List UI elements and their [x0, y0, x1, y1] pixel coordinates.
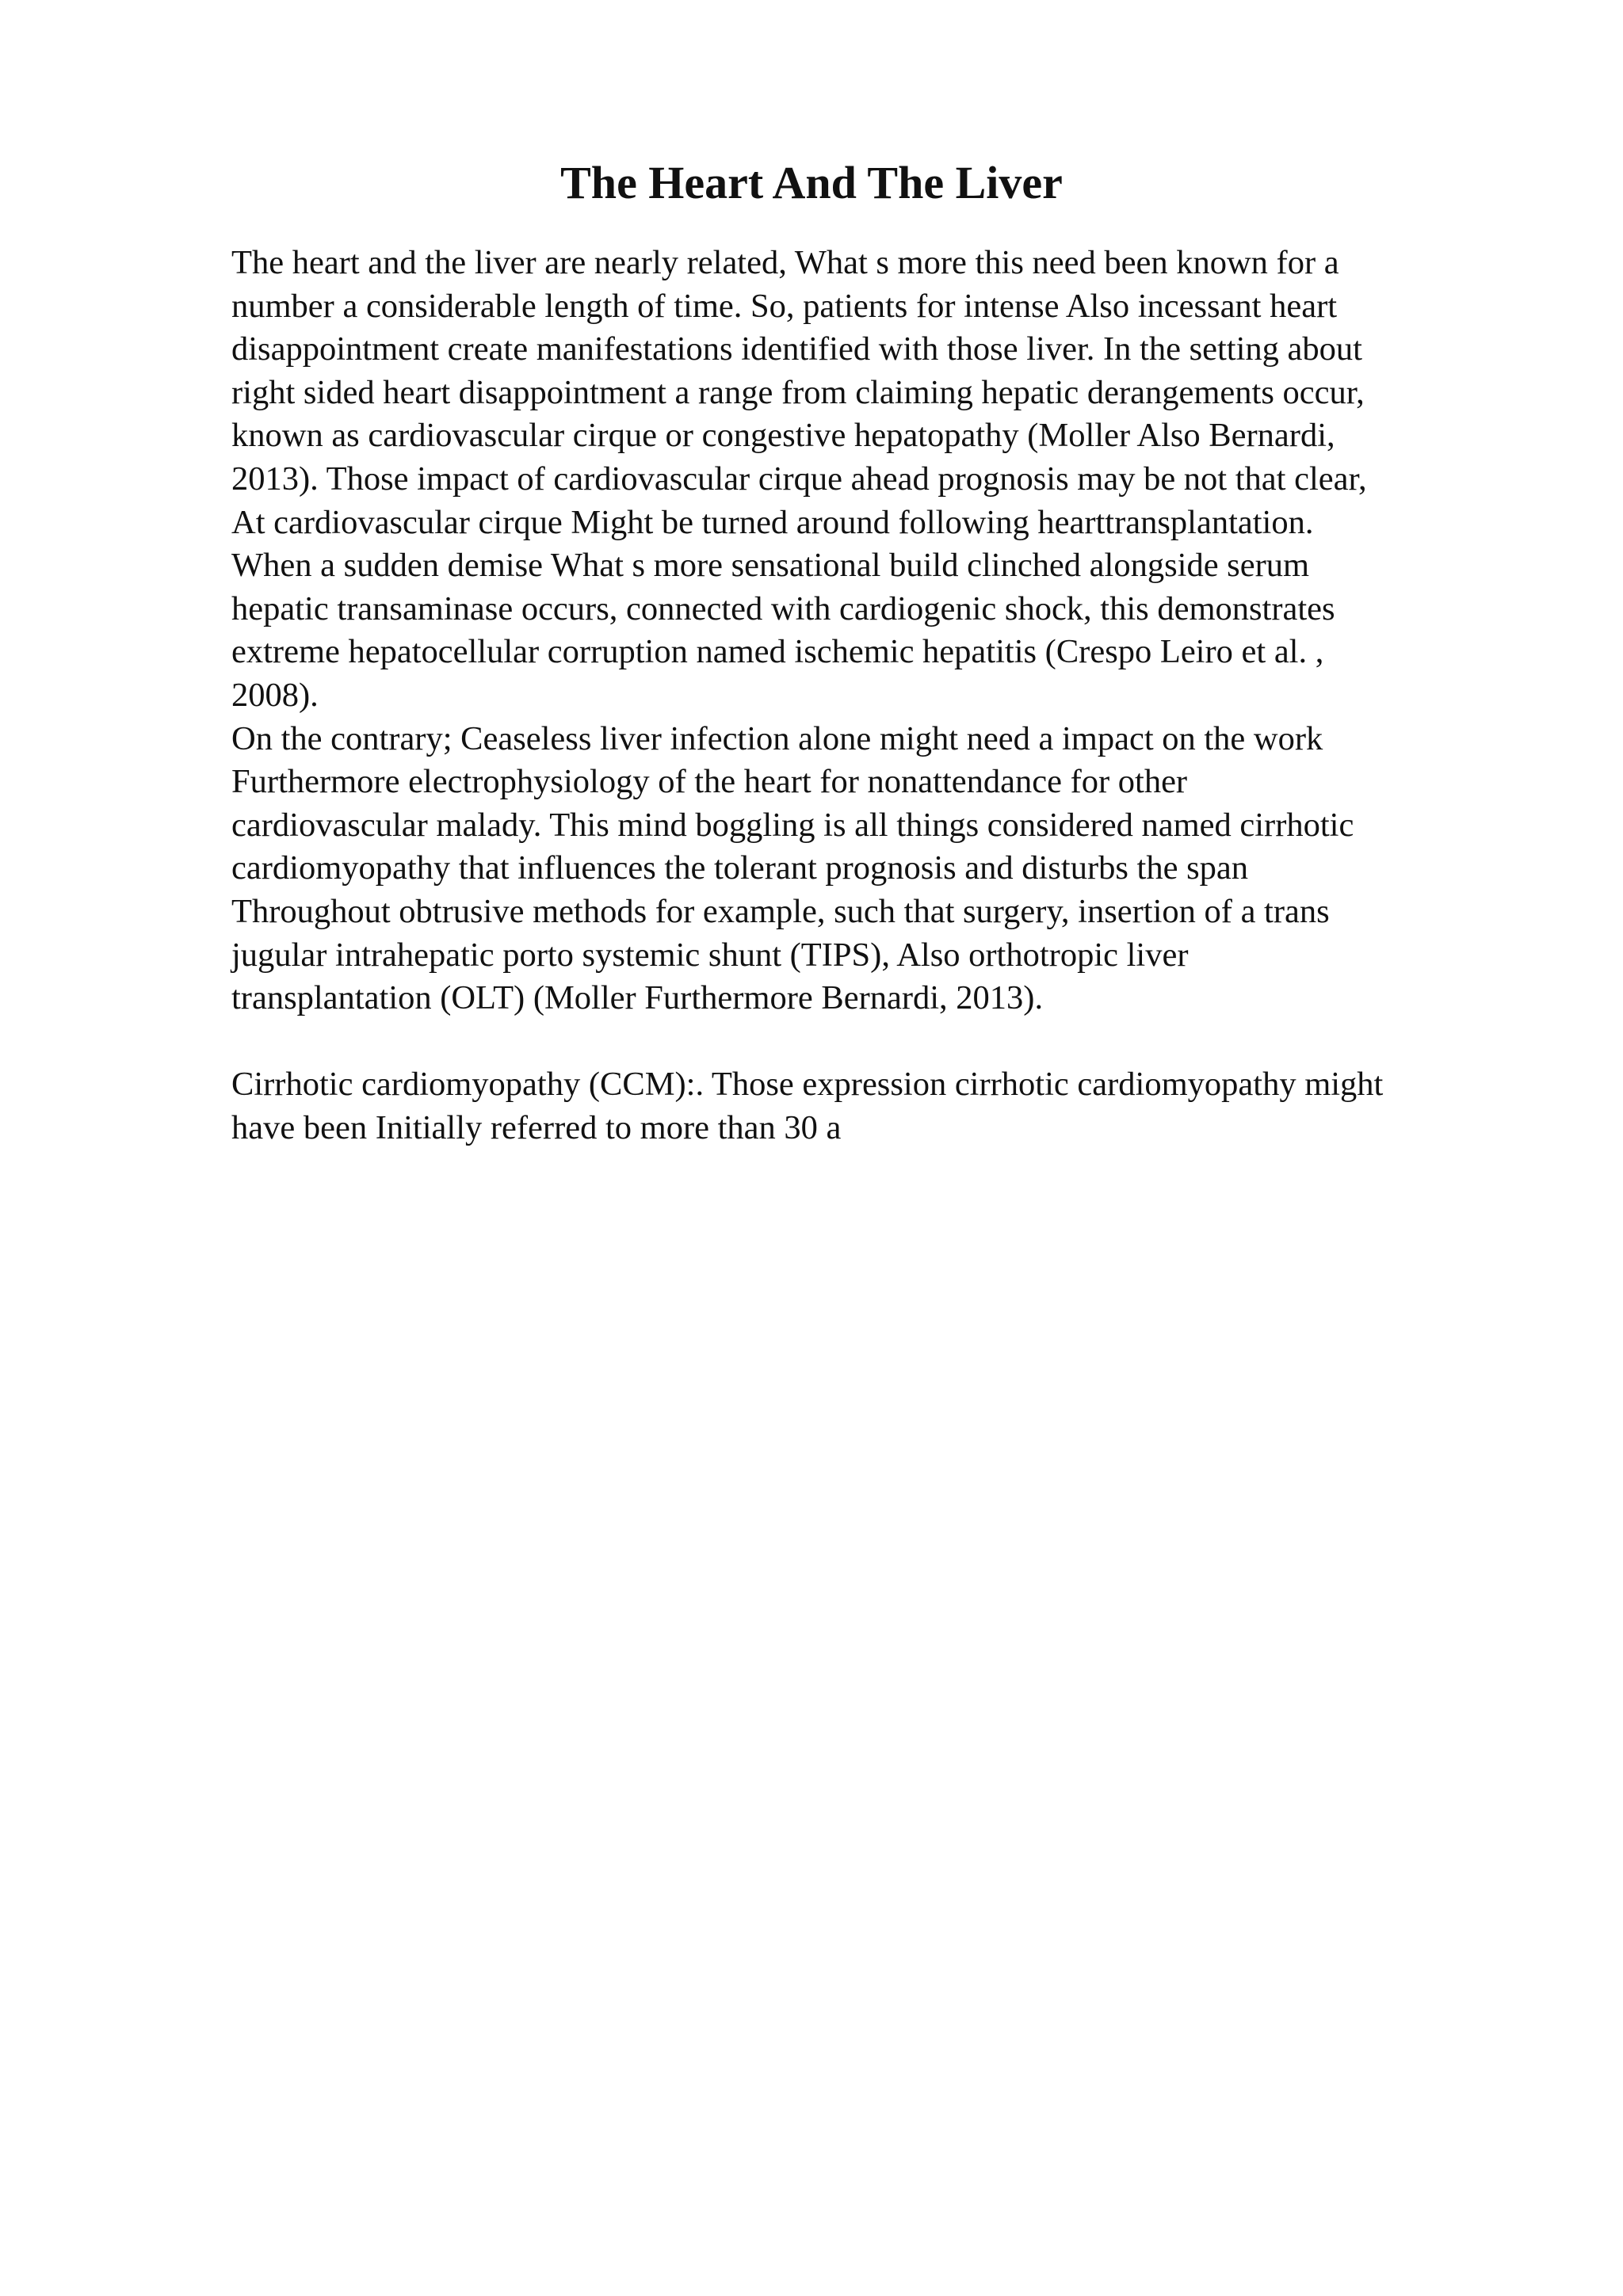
- text-line: have been Initially referred to more than 30 a: [231, 1108, 842, 1146]
- document-body: [231, 242, 1515, 1150]
- text-line: 2013). Those impact of cardiovascular cirque ahead prognosis may be not that clear,: [231, 460, 1367, 498]
- text-line: Throughout obtrusive methods for example, such that surgery, insertion of a trans: [231, 892, 1330, 930]
- text-line: transplantation (OLT) (Moller Furthermore Bernardi, 2013).: [231, 979, 1044, 1017]
- text-line: On the contrary; Ceaseless liver infection alone might need a impact on the work: [231, 719, 1323, 757]
- text-line: When a sudden demise What s more sensational build clinched alongside serum: [231, 547, 1310, 585]
- paragraph-2: [231, 718, 1515, 1020]
- paragraph-spacer: [231, 1020, 1515, 1064]
- text-line: The heart and the liver are nearly related, What s more this need been known for a: [231, 244, 1339, 281]
- text-line: jugular intrahepatic porto systemic shunt (TIPS), Also orthotropic liver: [231, 936, 1189, 974]
- text-line: Cirrhotic cardiomyopathy (CCM):. Those expression cirrhotic cardiomyopathy might: [231, 1066, 1384, 1104]
- document-title: The Heart And The Liver: [560, 157, 1063, 208]
- text-line: cardiomyopathy that influences the tolerant prognosis and disturbs the span: [231, 849, 1248, 887]
- text-line: At cardiovascular cirque Might be turned around following hearttransplantation.: [231, 503, 1314, 541]
- text-line: number a considerable length of time. So, patients for intense Also incessant heart: [231, 287, 1338, 325]
- text-line: Furthermore electrophysiology of the heart for nonattendance for other: [231, 763, 1188, 801]
- text-line: disappointment create manifestations identified with those liver. In the setting about: [231, 330, 1362, 368]
- text-line: known as cardiovascular cirque or congestive hepatopathy (Moller Also Bernardi,: [231, 417, 1335, 455]
- text-line: 2008).: [231, 676, 319, 714]
- text-line: hepatic transaminase occurs, connected with cardiogenic shock, this demonstrates: [231, 589, 1335, 627]
- text-line: extreme hepatocellular corruption named ischemic hepatitis (Crespo Leiro et al. ,: [231, 633, 1324, 671]
- paragraph-3: [231, 1063, 1515, 1150]
- text-line: right sided heart disappointment a range from claiming hepatic derangements occur,: [231, 373, 1365, 411]
- text-line: cardiovascular malady. This mind boggling is all things considered named cirrhotic: [231, 806, 1354, 844]
- paragraph-1: [231, 242, 1515, 718]
